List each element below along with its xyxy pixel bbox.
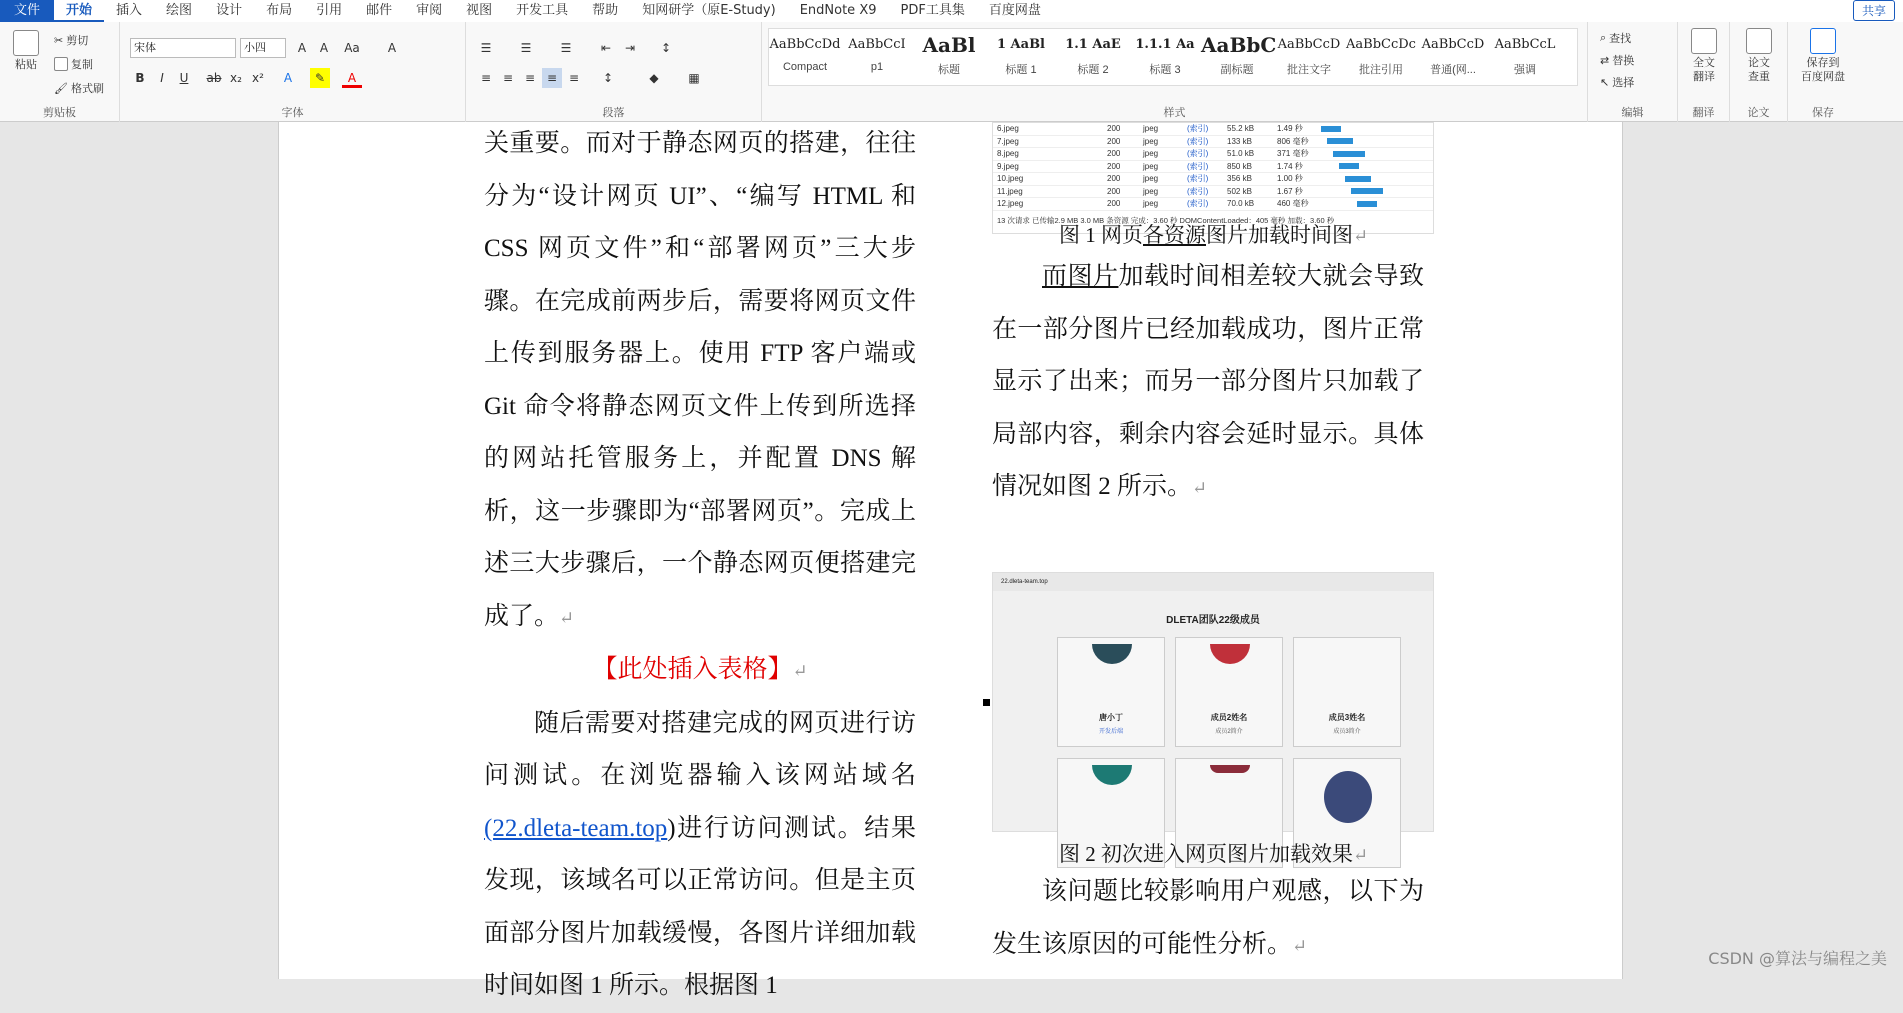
network-row xyxy=(993,161,1433,174)
avatar xyxy=(1092,644,1132,664)
tab-mailings[interactable]: 邮件 xyxy=(366,3,393,18)
network-cell: jpeg xyxy=(1143,149,1159,159)
tab-references[interactable]: 引用 xyxy=(316,3,343,18)
decrease-indent-button[interactable]: ⇤ xyxy=(600,41,612,55)
team-page-screenshot[interactable] xyxy=(992,572,1434,832)
ribbon-tabs xyxy=(0,0,1903,22)
sort-button[interactable]: ↕ xyxy=(660,41,672,55)
tab-draw[interactable]: 绘图 xyxy=(166,3,193,18)
tab-developer[interactable]: 开发工具 xyxy=(516,3,569,18)
domain-link[interactable]: (22.dleta-team.top xyxy=(484,814,668,842)
network-cell: 8.jpeg xyxy=(997,149,1019,159)
save-to-baidu-button[interactable]: 保存到 百度网盘 xyxy=(1794,28,1852,84)
network-cell: 10.jpeg xyxy=(997,174,1024,184)
numbering-button[interactable]: ☰ xyxy=(520,41,532,55)
network-cell: jpeg xyxy=(1143,161,1159,171)
waterfall-bar xyxy=(1333,151,1365,157)
styles-gallery xyxy=(768,28,1578,86)
tab-view[interactable]: 视图 xyxy=(466,3,493,18)
text-effects-button[interactable]: A xyxy=(283,71,293,85)
network-cell: (索引) xyxy=(1187,124,1209,134)
network-row xyxy=(993,173,1433,186)
align-center-button[interactable]: ≡ xyxy=(502,71,514,85)
waterfall-bar xyxy=(1357,201,1377,207)
bullets-button[interactable]: ☰ xyxy=(480,41,492,55)
browser-bar: 22.dleta-team.top xyxy=(993,573,1433,591)
style-item[interactable]: 1 AaBl 标题 1 xyxy=(996,37,1045,76)
right-column-bottom xyxy=(992,866,1424,972)
left-column xyxy=(484,118,916,1013)
shading-button[interactable]: ◆ xyxy=(649,71,659,85)
network-cell: 6.jpeg xyxy=(997,124,1019,134)
network-cell: jpeg xyxy=(1143,136,1159,146)
style-item[interactable]: AaBbCcD 批注文字 xyxy=(1277,37,1341,76)
document-workspace[interactable] xyxy=(0,122,1903,999)
tab-file[interactable]: 文件 xyxy=(0,0,54,22)
underline-button[interactable]: U xyxy=(179,71,189,85)
style-item[interactable]: AaBbCcI p1 xyxy=(848,37,906,73)
change-case-button[interactable]: Aa xyxy=(344,41,360,55)
figure-2-caption: 图 2 初次进入网页图片加载效果↵ xyxy=(1059,842,1369,866)
avatar xyxy=(1324,771,1372,823)
network-cell: 200 xyxy=(1107,136,1121,146)
tab-pdf-tools[interactable]: PDF工具集 xyxy=(900,3,965,18)
figure-1-caption: 图 1 网页各资源图片加载时间图↵ xyxy=(1059,223,1369,247)
network-cell: 200 xyxy=(1107,161,1121,171)
network-cell: jpeg xyxy=(1143,186,1159,196)
network-row xyxy=(993,186,1433,199)
style-item[interactable]: AaBbCcDc 批注引用 xyxy=(1346,37,1416,76)
tab-insert[interactable]: 插入 xyxy=(116,3,143,18)
magnifier-doc-icon xyxy=(1746,28,1772,54)
highlight-button[interactable]: ✎ xyxy=(310,68,330,88)
align-right-button[interactable]: ≡ xyxy=(524,71,536,85)
network-cell: 200 xyxy=(1107,124,1121,134)
full-translate-button[interactable]: 全文 翻译 xyxy=(1682,28,1726,84)
share-button[interactable]: 共享 xyxy=(1853,0,1895,21)
network-cell: jpeg xyxy=(1143,174,1159,184)
font-size-select[interactable]: 小四 xyxy=(240,38,286,58)
network-cell: (索引) xyxy=(1187,199,1209,209)
table-placeholder: 【此处插入表格】↵ xyxy=(592,656,808,683)
tab-endnote[interactable]: EndNote X9 xyxy=(799,3,877,18)
tab-review[interactable]: 审阅 xyxy=(416,3,443,18)
search-icon: ⌕ xyxy=(1600,31,1607,44)
styles-label: 样式 xyxy=(1163,106,1186,119)
image-anchor-handle[interactable] xyxy=(983,699,990,706)
network-cell: (索引) xyxy=(1187,174,1209,184)
network-cell: 51.0 kB xyxy=(1227,149,1255,159)
strikethrough-button[interactable]: ab xyxy=(206,71,222,85)
network-cell: 12.jpeg xyxy=(997,199,1024,209)
team-title: DLETA团队22级成员 xyxy=(1166,615,1260,626)
scissors-icon: ✂ xyxy=(54,33,64,47)
save-group xyxy=(1788,22,1858,122)
network-cell: 1.00 秒 xyxy=(1277,174,1303,184)
ribbon xyxy=(0,22,1903,122)
network-cell: 7.jpeg xyxy=(997,136,1019,146)
network-cell: (索引) xyxy=(1187,149,1209,159)
style-item[interactable]: AaBbCcD 普通(网... xyxy=(1421,37,1485,76)
multilevel-list-button[interactable]: ☰ xyxy=(560,41,572,55)
waterfall-bar xyxy=(1351,188,1383,194)
network-cell: 200 xyxy=(1107,199,1121,209)
clear-format-button[interactable]: A xyxy=(387,41,397,55)
style-item[interactable]: 1.1.1 Aa 标题 3 xyxy=(1135,37,1195,76)
save-label: 保存 xyxy=(1812,106,1834,119)
network-summary: 13 次请求 已传输2.9 MB 3.0 MB 条资源 完成：3.60 秒 DOMContentLoaded：405 毫秒 加载：3.60 秒 xyxy=(997,215,1335,225)
avatar xyxy=(1210,765,1250,773)
borders-button[interactable]: ▦ xyxy=(688,71,700,85)
network-cell: 460 毫秒 xyxy=(1277,199,1309,209)
network-cell: (索引) xyxy=(1187,136,1209,146)
network-cell: 70.0 kB xyxy=(1227,199,1255,209)
translate-icon xyxy=(1691,28,1717,54)
style-item[interactable]: AaBbCcDd Compact xyxy=(769,37,841,73)
increase-indent-button[interactable]: ⇥ xyxy=(624,41,636,55)
network-cell: 55.2 kB xyxy=(1227,124,1255,134)
tab-baidu-netdisk[interactable]: 百度网盘 xyxy=(988,3,1041,18)
network-load-screenshot[interactable] xyxy=(992,122,1434,234)
copy-button[interactable]: 复制 xyxy=(54,56,93,72)
font-name-select[interactable]: 宋体 xyxy=(130,38,236,58)
line-spacing-button[interactable]: ↕ xyxy=(602,71,614,85)
body-paragraph: 随后需要对搭建完成的网页进行访问测试。在浏览器输入该网站域名(22.dleta-team.top)进行访问测试。结果发现，该域名可以正常访问。但是主页面部分图片加载缓慢，各图片详细加载时间如图 1 所示。根据图 1 xyxy=(484,709,916,999)
cloud-icon xyxy=(1810,28,1836,54)
network-cell: jpeg xyxy=(1143,199,1159,209)
network-cell: 502 kB xyxy=(1227,186,1252,196)
paste-button[interactable]: 粘贴 xyxy=(8,30,44,72)
tab-design[interactable]: 设计 xyxy=(216,3,243,18)
paper-group xyxy=(1730,22,1788,122)
tab-layout[interactable]: 布局 xyxy=(266,3,293,18)
superscript-button[interactable]: x² xyxy=(252,71,264,85)
network-cell: 850 kB xyxy=(1227,161,1252,171)
shrink-font-button[interactable]: A xyxy=(319,41,329,55)
align-left-button[interactable]: ≡ xyxy=(480,71,492,85)
network-cell: 133 kB xyxy=(1227,136,1252,146)
watermark: CSDN @算法与编程之美 xyxy=(1708,949,1887,968)
network-cell: 1.67 秒 xyxy=(1277,186,1303,196)
editing-label: 编辑 xyxy=(1621,106,1644,119)
network-table xyxy=(993,123,1433,211)
network-row xyxy=(993,148,1433,161)
avatar xyxy=(1092,765,1132,785)
network-cell: 200 xyxy=(1107,174,1121,184)
network-cell: 200 xyxy=(1107,186,1121,196)
style-item[interactable]: 1.1 AaE 标题 2 xyxy=(1065,37,1121,76)
brush-icon: 🖌 xyxy=(54,81,68,95)
replace-icon: ⇄ xyxy=(1600,53,1610,67)
member-card[interactable]: 唐小丁 开发后端 xyxy=(1057,637,1165,747)
network-cell: 1.49 秒 xyxy=(1277,124,1303,134)
clipboard-label: 剪贴板 xyxy=(43,106,76,119)
subscript-button[interactable]: x₂ xyxy=(230,71,242,85)
style-item[interactable]: AaBl 标题 xyxy=(922,33,976,76)
waterfall-bar xyxy=(1321,126,1341,132)
waterfall-bar xyxy=(1345,176,1371,182)
cursor-icon: ↖ xyxy=(1600,75,1610,89)
right-column-top xyxy=(992,251,1424,515)
network-cell: (索引) xyxy=(1187,161,1209,171)
network-cell: 9.jpeg xyxy=(997,161,1019,171)
select-button[interactable]: ↖ 选择 xyxy=(1600,75,1635,89)
justify-button[interactable]: ≡ xyxy=(542,68,562,88)
find-button[interactable]: ⌕ 查找 xyxy=(1600,31,1632,45)
avatar xyxy=(1210,644,1250,664)
replace-button[interactable]: ⇄ 替换 xyxy=(1600,53,1635,67)
styles-group xyxy=(762,22,1588,122)
document-page[interactable] xyxy=(278,122,1623,999)
paragraph-mark: ↵ xyxy=(559,607,575,628)
paragraph-label: 段落 xyxy=(602,106,625,119)
body-paragraph: 关重要。而对于静态网页的搭建，往往分为“设计网页 UI”、“编写 HTML 和 CSS 网页文件”和“部署网页”三大步骤。在完成前两步后，需要将网页文件上传到服务器上。使用 FTP 客户端或 Git 命令将静态网页文件上传到所选择的网站托管服务上，并配置 DNS 解析，这一步骤即为“部署网页”。完成上述三大步骤后，一个静态网页便搭建完成了。 xyxy=(484,130,916,630)
plagiarism-check-button[interactable]: 论文 查重 xyxy=(1737,28,1781,84)
tab-help[interactable]: 帮助 xyxy=(592,3,619,18)
network-cell: 11.jpeg xyxy=(997,186,1023,196)
paragraph-group xyxy=(466,22,762,122)
network-cell: jpeg xyxy=(1143,124,1159,134)
waterfall-bar xyxy=(1339,163,1359,169)
member-card[interactable]: 成员3姓名 成员3简介 xyxy=(1293,637,1401,747)
paste-icon xyxy=(13,30,39,56)
tab-estudy[interactable]: 知网研学（原E-Study) xyxy=(642,3,776,18)
member-card[interactable]: 成员2姓名 成员2简介 xyxy=(1175,637,1283,747)
network-cell: 200 xyxy=(1107,149,1121,159)
network-cell: 371 毫秒 xyxy=(1277,149,1309,159)
translate-group xyxy=(1678,22,1730,122)
style-item[interactable]: AaBbC 副标题 xyxy=(1201,33,1277,76)
network-cell: 356 kB xyxy=(1227,174,1252,184)
editing-group xyxy=(1588,22,1678,122)
network-cell: 806 毫秒 xyxy=(1277,136,1309,146)
network-cell: (索引) xyxy=(1187,186,1209,196)
waterfall-bar xyxy=(1327,138,1353,144)
body-paragraph: 而图片加载时间相差较大就会导致在一部分图片已经加载成功，图片正常显示了出来；而另一部分图片只加载了局部内容，剩余内容会延时显示。具体情况如图 2 所示。↵ xyxy=(992,263,1424,500)
grow-font-button[interactable]: A xyxy=(297,41,307,55)
clipboard-group xyxy=(0,22,120,122)
translate-label: 翻译 xyxy=(1692,106,1715,119)
copy-icon xyxy=(54,57,68,71)
body-paragraph: 该问题比较影响用户观感，以下为发生该原因的可能性分析。↵ xyxy=(992,878,1424,958)
cut-button[interactable]: ✂ 剪切 xyxy=(54,33,89,47)
font-label: 字体 xyxy=(281,106,304,119)
format-painter-button[interactable]: 🖌 格式刷 xyxy=(54,81,104,95)
network-row xyxy=(993,123,1433,136)
distribute-button[interactable]: ≡ xyxy=(568,71,580,85)
italic-button[interactable]: I xyxy=(160,71,164,85)
network-row xyxy=(993,198,1433,211)
bold-button[interactable]: B xyxy=(135,71,145,85)
tab-home[interactable]: 开始 xyxy=(54,0,104,22)
font-group xyxy=(120,22,466,122)
font-color-button[interactable]: A xyxy=(342,68,362,88)
paper-label: 论文 xyxy=(1747,106,1770,119)
style-item[interactable]: AaBbCcL 强调 xyxy=(1494,37,1556,76)
network-row xyxy=(993,136,1433,149)
network-cell: 1.74 秒 xyxy=(1277,161,1303,171)
